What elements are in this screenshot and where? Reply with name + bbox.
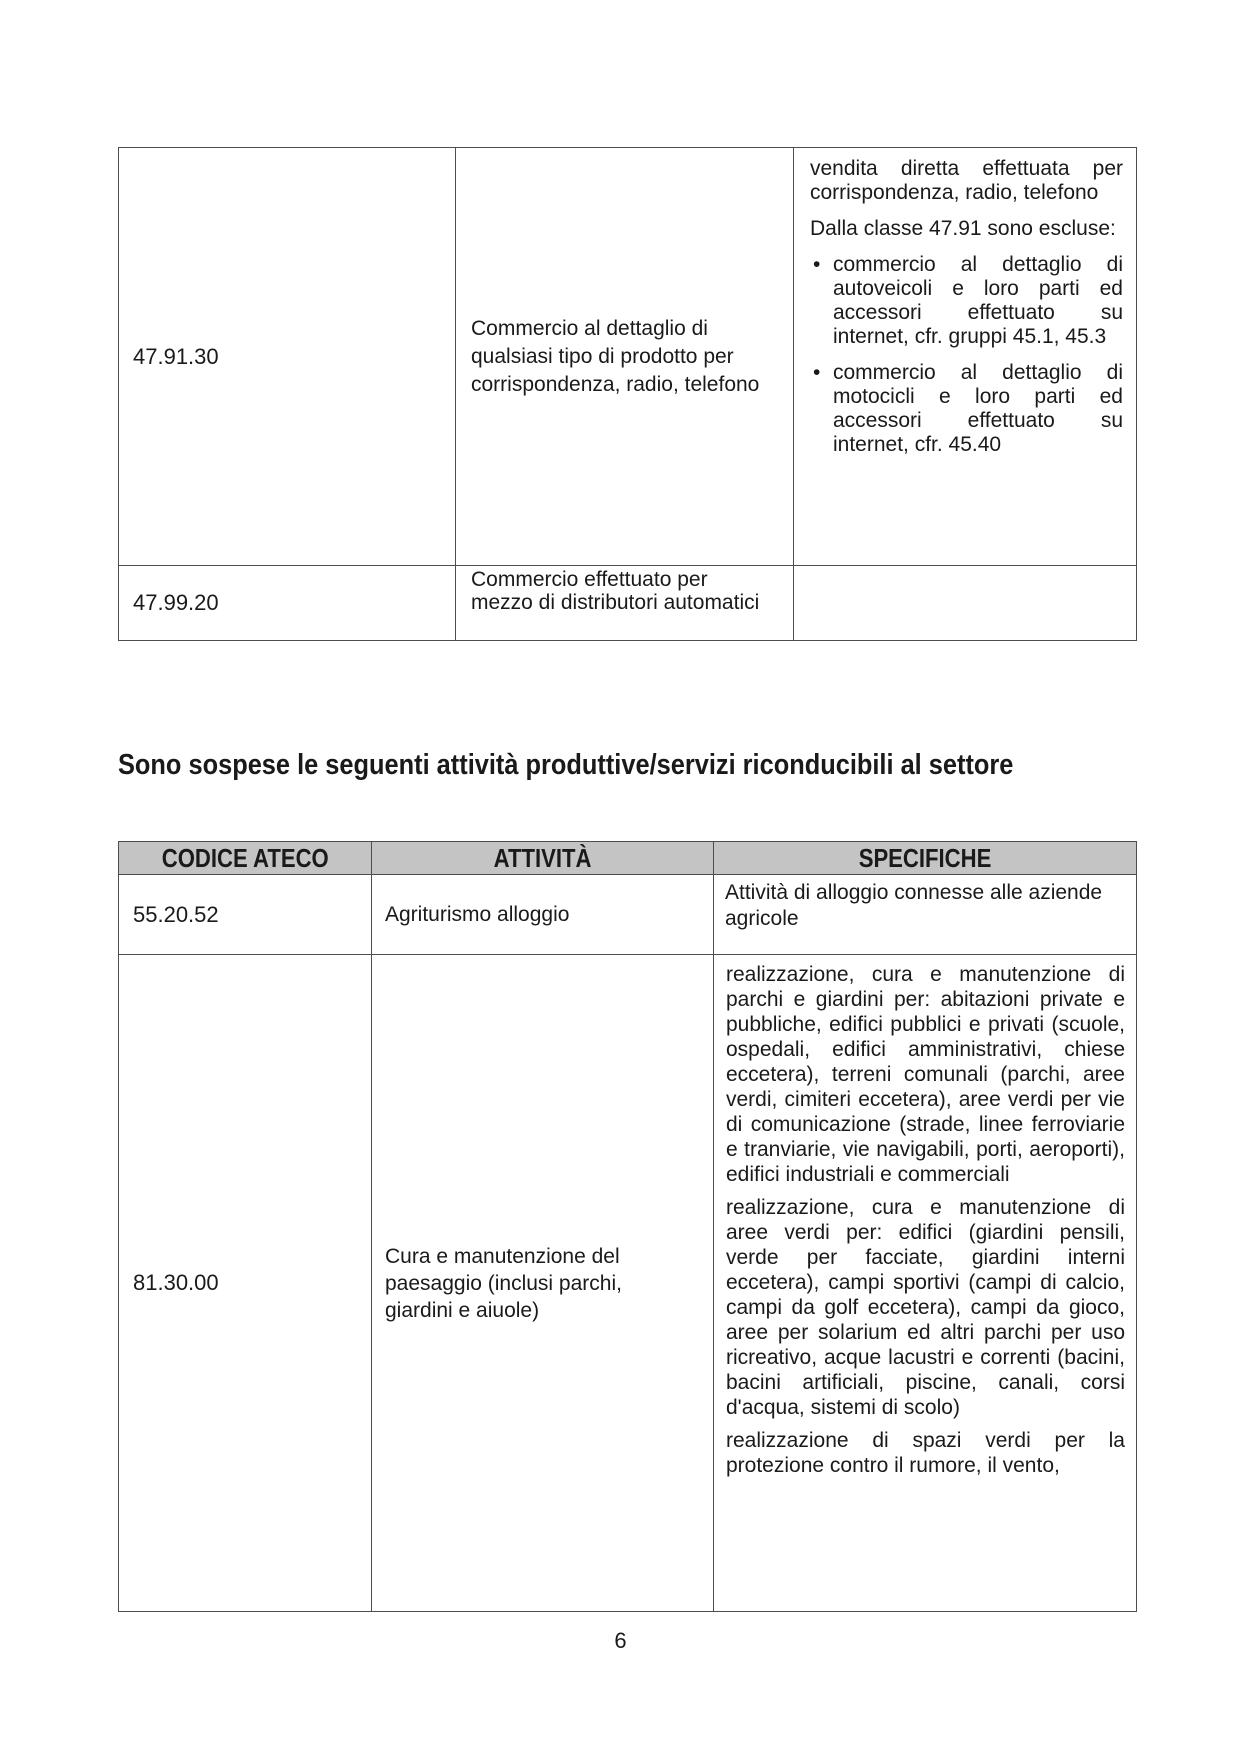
table1-row1-specifics <box>794 148 1136 566</box>
specifics-paragraph: realizzazione, cura e manutenzione di parchi e giardini per: abitazioni private e pubbliche, edifici pubblici e privati (scuole, ospedali, edifici amministrativi, chiese eccetera), terreni comunali (parchi, aree verdi, cimiteri eccetera), aree verdi per vie di comunicazione (strade, linee ferroviarie e tranviarie, vie navigabili, porti, aeroporti), edifici industriali e commerciali <box>726 963 1125 1186</box>
specifics-paragraph: realizzazione, cura e manutenzione di aree verdi per: edifici (giardini pensili, verde per facciate, giardini interni eccetera), campi sportivi (campi di calcio, campi da golf eccetera), campi da gioco, aree per solarium ed altri parchi per uso ricreativo, acque lacustri e correnti (bacini, bacini artificiali, piscine, canali, corsi d'acqua, sistemi di scolo) <box>726 1196 1125 1419</box>
column-header-attivita <box>372 842 714 875</box>
specifics-paragraph: realizzazione di spazi verdi per la protezione contro il rumore, il vento, <box>726 1429 1125 1477</box>
code-value: 47.99.20 <box>133 590 219 615</box>
header-label: CODICE ATECO <box>161 842 329 873</box>
code-value: 55.20.52 <box>133 901 219 927</box>
table1-row2-activity <box>456 566 794 640</box>
header-label: SPECIFICHE <box>858 842 992 873</box>
table1-row1-activity <box>456 148 794 566</box>
table2-row1-activity <box>372 875 714 955</box>
section-heading: Sono sospese le seguenti attività produttive/servizi riconducibili al settore <box>118 749 1014 781</box>
ateco-table-continued <box>118 147 1137 641</box>
exclusions-list <box>810 253 1123 457</box>
suspended-activities-table <box>118 841 1137 1612</box>
activity-text: Commercio effettuato per mezzo di distributori automatici <box>471 568 760 614</box>
column-header-codice-ateco <box>119 842 372 875</box>
specifics-text: Attività di alloggio connesse alle aziende agricole <box>725 881 1103 930</box>
code-value: 47.91.30 <box>133 343 219 369</box>
table1-row2-specifics-empty <box>794 566 1136 640</box>
activity-text: Cura e manutenzione del paesaggio (inclusi parchi, giardini e aiuole) <box>385 1244 622 1322</box>
table2-row2-activity <box>372 955 714 1611</box>
specifics-paragraph: vendita diretta effettuata per corrispondenza, radio, telefono <box>810 157 1123 204</box>
code-value: 81.30.00 <box>133 1270 219 1295</box>
bullet-item: • commercio al dettaglio di autoveicoli e loro parti ed accessori effettuato su internet, cfr. gruppi 45.1, 45.3 <box>810 253 1123 349</box>
activity-text: Commercio al dettaglio di qualsiasi tipo di prodotto per corrispondenza, radio, telefono <box>471 316 760 396</box>
column-header-specifiche <box>714 842 1136 875</box>
table2-row2-code <box>119 955 372 1611</box>
activity-text: Agriturismo alloggio <box>385 903 570 926</box>
page-number: 6 <box>614 1628 627 1653</box>
bullet-item: • commercio al dettaglio di motocicli e loro parti ed accessori effettuato su internet, cfr. 45.40 <box>810 361 1123 457</box>
table2-row2-specifics <box>714 955 1136 1611</box>
table2-row1-specifics <box>714 875 1136 955</box>
table2-row1-code <box>119 875 372 955</box>
table1-row2-code <box>119 566 456 640</box>
table1-row1-code <box>119 148 456 566</box>
header-label: ATTIVITÀ <box>493 842 592 873</box>
specifics-paragraph: Dalla classe 47.91 sono escluse: <box>810 217 1116 240</box>
